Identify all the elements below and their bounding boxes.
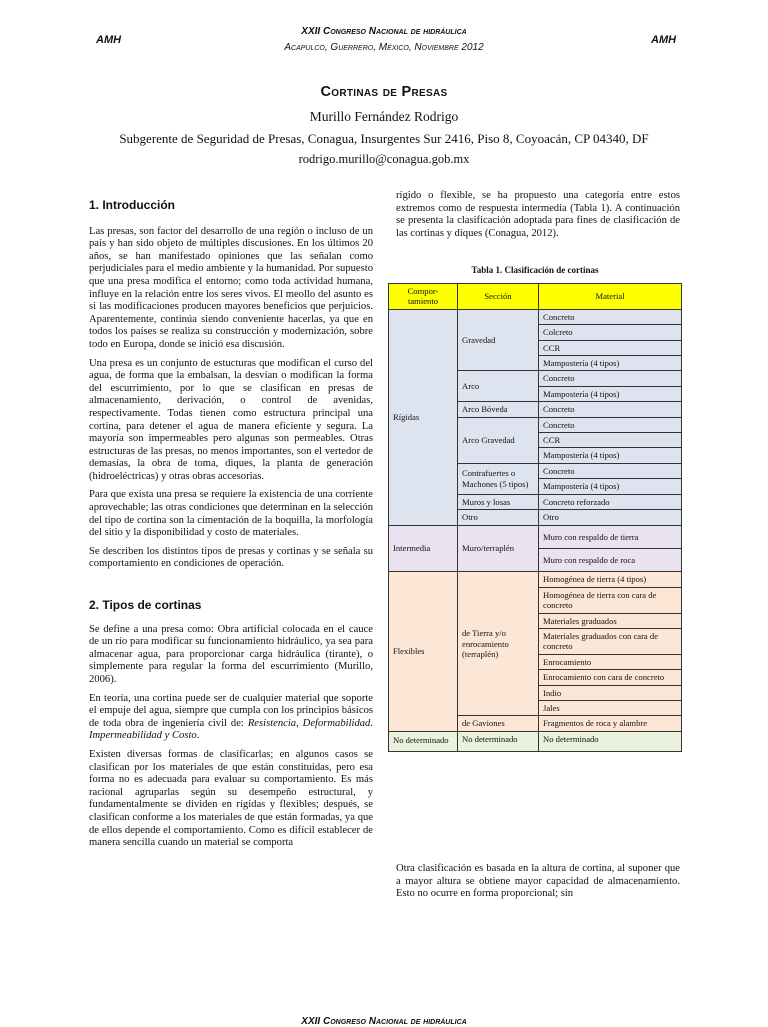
table-cell: No determinado (389, 731, 458, 751)
table-cell: Mampostería (4 tipos) (539, 448, 682, 463)
classification-table (388, 283, 682, 752)
table-row (389, 731, 682, 751)
table-cell: Arco Gravedad (458, 417, 539, 463)
paragraph: Una presa es un conjunto de estucturas que modifican el curso del agua, de forma que la embalsan, la desvían o modifican la forma del escurrimiento, por lo que se clasifican en presas de almacenamiento, derivación, o control de avenidas, respectivamente. Todas tienen como estructura principal una cortina, para detener el agua de manera eficiente y segura. La mayoría son impermeables pero algunas son permeables. Otras estructuras de las presas, no menos importantes, son el vertedor de demasías, la obra de toma, diques, la planta de generación (hidroeléctricas) y otras obras accesorias. (89, 357, 373, 482)
table-cell: Fragmentos de roca y alambre (539, 716, 682, 731)
table-cell: Jales (539, 700, 682, 715)
table-row (389, 309, 682, 324)
table-cell: Materiales graduados con cara de concreto (539, 628, 682, 654)
table-cell: Intermedia (389, 525, 458, 572)
table-cell: Muro con respaldo de roca (539, 548, 682, 571)
table-cell: Concreto (539, 371, 682, 386)
table-cell: Materiales graduados (539, 613, 682, 628)
paragraph (89, 693, 373, 743)
table-cell: Mampostería (4 tipos) (539, 479, 682, 494)
left-column (89, 199, 373, 856)
paragraph: Las presas, son factor del desarrollo de una región o incluso de un país y han sido objeto de múltiples discusiones. En los últimos 20 años, se han manifestado opiniones que las señalan como perjudiciales para el medio ambiente y la humanidad. Por supuesto que una presa modifica el entorno; como toda actividad humana, influye en la relación entre los seres vivos. El meollo del asunto es si las modificaciones producen mayores beneficios que perjuicios. Aparentemente, continúa siendo conveniente hacerlas, ya que en todos los países se realiza su construcción y modernización, sobre todo en Europa, donde se inició esa discusión. (89, 225, 373, 350)
table-cell: Concreto (539, 402, 682, 417)
table-cell: Mampostería (4 tipos) (539, 386, 682, 401)
table-cell: Concreto (539, 309, 682, 324)
paragraph: Se define a una presa como: Obra artificial colocada en el cauce de un río para modificar su funcionamiento hidráulico, ya sea para almacenar agua, para proporcionar carga hidráulica (tirante), o simplemente para regular la forma del escurrimiento (Murillo, 2006). (89, 623, 373, 685)
header-cell: Material (539, 284, 682, 310)
paragraph: rígido o flexible, se ha propuesto una categoría entre estos extremos como de respuesta intermedia (Tabla 1). A continuación se presenta la clasificación adoptada para fines de clasificación de las cortinas y diques (Conagua, 2012). (396, 190, 680, 239)
running-header (0, 24, 768, 56)
table-cell: Enrocamiento con cara de concreto (539, 670, 682, 685)
table-cell: Arco Bóveda (458, 402, 539, 417)
table-cell: CCR (539, 340, 682, 355)
table-cell: Concreto (539, 417, 682, 432)
table-cell: Otro (458, 510, 539, 525)
table-cell: Concreto (539, 463, 682, 478)
table-cell: CCR (539, 433, 682, 448)
paper-title: Cortinas de Presas (320, 84, 448, 100)
table-cell: Homogénea de tierra con cara de concreto (539, 587, 682, 613)
header-cell: Sección (458, 284, 539, 310)
header-cell: Compor-tamiento (389, 284, 458, 310)
right-column-top (396, 190, 680, 246)
header-congress: XXII Congreso Nacional de hidráulica (301, 26, 467, 37)
table-cell: de Tierra y/o enrocamiento (terraplén) (458, 572, 539, 716)
paragraph: Se describen los distintos tipos de presas y cortinas y se señala su comportamiento en condiciones de operación. (89, 545, 373, 570)
table-cell: Arco (458, 371, 539, 402)
right-column-bottom (396, 863, 680, 907)
table-row (389, 525, 682, 548)
table-cell: Flexibles (389, 572, 458, 731)
table-cell: No determinado (458, 731, 539, 751)
table-header-row (389, 284, 682, 310)
table-cell: Concreto reforzado (539, 494, 682, 509)
header-right-logo-text: AMH (651, 34, 677, 46)
author-email: rodrigo.murillo@conagua.gob.mx (298, 152, 470, 166)
paragraph: Para que exista una presa se requiere la existencia de una corriente aprovechable; las otras condiciones que determinan en la selección del tipo de cortina son la cimentación de la boquilla, la morfología del sitio y la disponibilidad y costo de materiales. (89, 489, 373, 539)
table-cell: Muros y losas (458, 494, 539, 509)
paragraph: Otra clasificación es basada en la altura de cortina, al suponer que a mayor altura se obtiene mayor capacidad de almacenamiento. Esto no ocurre en forma proporcional; sin (396, 863, 680, 900)
table-cell: Contrafuertes o Machones (5 tipos) (458, 463, 539, 494)
table-cell: Enrocamiento (539, 654, 682, 669)
table-cell: Otro (539, 510, 682, 525)
author: Murillo Fernández Rodrigo (309, 109, 459, 124)
table-cell: No determinado (539, 731, 682, 751)
table-row (389, 572, 682, 587)
paragraph-end: . (196, 730, 200, 742)
header-location: Acapulco, Guerrero, México, Noviembre 2012 (284, 42, 484, 53)
paragraph-text: En teoría, una cortina puede ser de cualquier material que soporte el empuje del agua, siempre que cumpla con los principios básicos de toda obra de ingeniería civil de: (89, 692, 373, 729)
table-cell: Mampostería (4 tipos) (539, 356, 682, 371)
table-cell: Indio (539, 685, 682, 700)
principles-italic: Resistencia, Deformabilidad. Impermeabilidad y Costo (89, 717, 373, 742)
table-cell: Muro con respaldo de tierra (539, 525, 682, 548)
table-cell: Colcreto (539, 325, 682, 340)
table-cell: Gravedad (458, 309, 539, 371)
affiliation: Subgerente de Seguridad de Presas, Conagua, Insurgentes Sur 2416, Piso 8, Coyoacán, CP 04340, DF (119, 131, 649, 146)
table-caption: Tabla 1. Clasificación de cortinas (471, 265, 599, 275)
table-cell: Homogénea de tierra (4 tipos) (539, 572, 682, 587)
section-2-heading: 2. Tipos de cortinas (89, 598, 202, 613)
table-cell: Rígidas (389, 309, 458, 525)
running-footer: XXII Congreso Nacional de hidráulica (301, 1016, 467, 1027)
table-cell: de Gaviones (458, 716, 539, 731)
table-cell: Muro/terraplén (458, 525, 539, 572)
header-left-logo-text: AMH (96, 34, 122, 46)
paragraph: Existen diversas formas de clasificarlas; en algunos casos se clasifican por los materiales de que están constituidas, pero esa forma no es adecuada para evaluar su comportamiento. Es más racional agruparlas según su desempeño estructural, y fundamentalmente se dividen en rígidas y flexibles; después, se clasifican conforme a los materiales de que están formadas, ya que de ellos depende el comportamiento. Como es difícil establecer de manera sencilla cuando un material se comporta (89, 748, 373, 849)
section-1-heading: 1. Introducción (89, 198, 176, 212)
